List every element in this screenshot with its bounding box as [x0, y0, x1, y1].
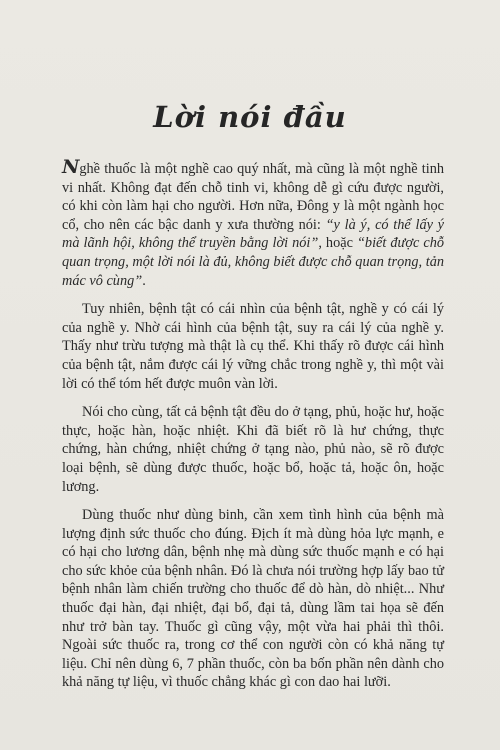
paragraph-3: Nói cho cùng, tất cả bệnh tật đều do ở tạng, phủ, hoặc hư, hoặc thực, hoặc hàn, hoặc nhiệt. Khi đã biết rõ là hư chứng, thực chứng, hàn chứng, nhiệt chứng ở tạng nào, phủ nào, sẽ rõ được loại bệnh, sẽ dùng được thuốc, hoặc bổ, hoặc tả, hoặc ôn, hoặc lương.: [62, 404, 444, 495]
paragraph-1: [62, 158, 444, 290]
preface-body: [62, 158, 444, 702]
paragraph-1-text-b: , hoặc: [318, 235, 357, 252]
paragraph-1-text-c: .: [142, 272, 146, 289]
page-title: Lời nói đầu: [153, 100, 347, 134]
quote-2: “biết được chỗ quan trọng, một lời nói là đủ, không biết được chỗ quan trọng, tản mác vô cùng”: [62, 235, 444, 289]
drop-cap: N: [62, 156, 80, 178]
paragraph-2: Tuy nhiên, bệnh tật có cái nhìn của bệnh tật, nghề y có cái lý của nghề y. Nhờ cái hình của bệnh tật, suy ra cái lý của nghề y. Thấy như trừu tượng mà thật là cụ thể. Khi thấy rõ được cái hình của bệnh tật, nắm được cái lý vững chắc trong nghề y, thì một vài lời có thể tóm hết được muôn vàn lời.: [62, 301, 444, 392]
paragraph-4: Dùng thuốc như dùng binh, cần xem tình hình của bệnh mà lượng định sức thuốc cho đúng. Địch ít mà dùng hỏa lực mạnh, e có hại cho lương dân, bệnh nhẹ mà dùng sức thuốc mạnh e có hại cho sức khỏe của bệnh nhân. Đó là chưa nói trường hợp lấy bao tử bệnh nhân làm chiến trường cho thuốc để dò hàn, dò nhiệt... Như thuốc đại hàn, đại nhiệt, đại bổ, đại tả, dùng lầm tai họa sẽ đến như trở bàn tay. Thuốc gì cũng vậy, một vừa hai phải thì thôi. Ngoài sức thuốc ra, trong cơ thể con người còn có khả năng tự liệu. Chỉ nên dùng 6, 7 phần thuốc, còn ba bốn phần nên dành cho khả năng tự liệu, vì thuốc chẳng khác gì con dao hai lưỡi.: [62, 507, 444, 691]
quote-1: “y là ý, có thể lấy ý mà lãnh hội, không thể truyền bằng lời nói”: [62, 216, 445, 252]
paragraph-1-text-a: ghề thuốc là một nghề cao quý nhất, mà cũng là một nghề tinh vi nhất. Không đạt đến chỗ tinh vi, không dễ gì cứu được người, có khi còn làm hại cho người. Hơn nữa, Đông y là một ngành học cổ, cho nên các bậc danh y xưa thường nói:: [62, 161, 444, 233]
